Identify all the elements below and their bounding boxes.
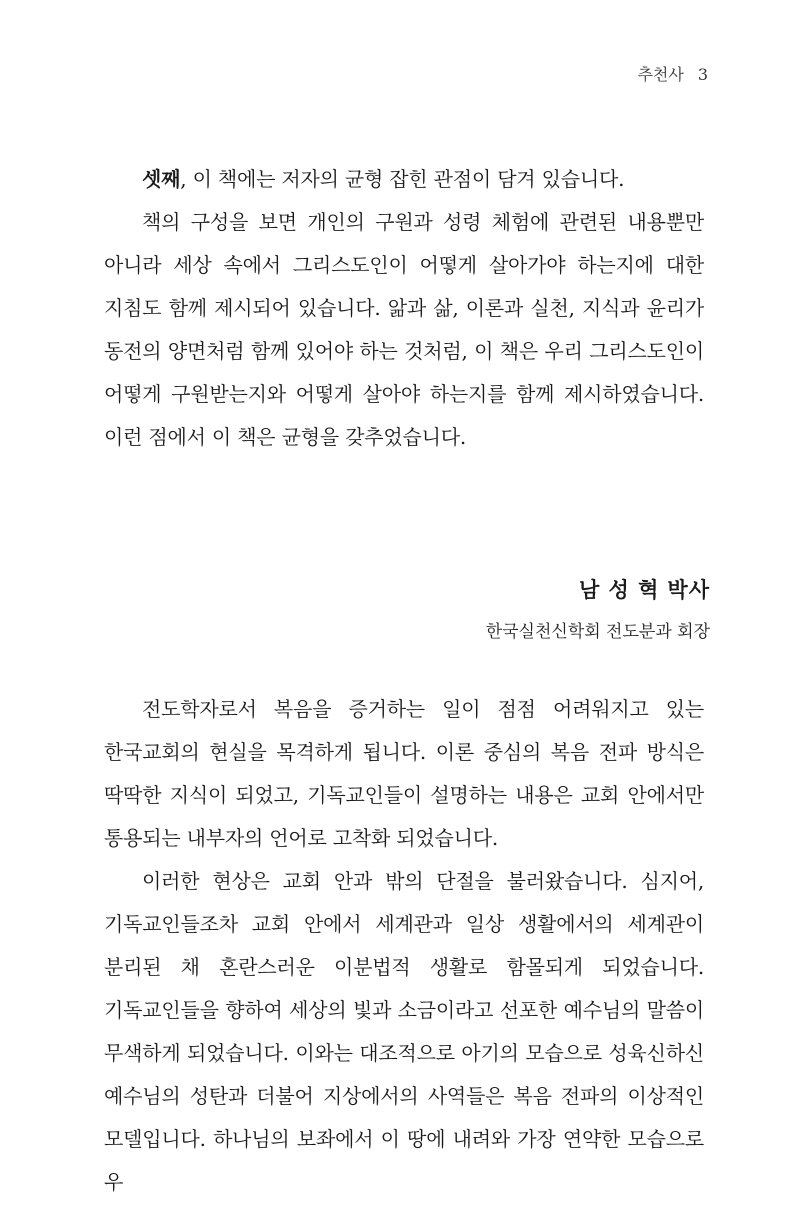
section-title: 추천사 [637,65,684,84]
author-name-text: 남 성 혁 [578,578,660,602]
page-number: 3 [697,65,708,84]
author-affiliation: 한국실천신학회 전도분과 회장 [485,622,710,642]
paragraph-third-point [104,158,704,201]
paragraph-book-structure: 책의 구성을 보면 개인의 구원과 성령 체험에 관련된 내용뿐만 아니라 세상 속에서 그리스도인이 어떻게 살아가야 하는지에 대한 지침도 함께 제시되어 있습니다. 앎과 삶, 이론과 실천, 지식과 윤리가 동전의 양면처럼 함께 있어야 하는 것처럼, 이 책은 우리 그리스도인이 어떻게 구원받는지와 어떻게 살아야 하는지를 함께 제시하였습니다. 이런 점에서 이 책은 균형을 갖추었습니다. [104,210,704,449]
paragraph-evangelism-reality: 전도학자로서 복음을 증거하는 일이 점점 어려워지고 있는 한국교회의 현실을 목격하게 됩니다. 이론 중심의 복음 전파 방식은 딱딱한 지식이 되었고, 기독교인들이 설명하는 내용은 교회 안에서만 통용되는 내부자의 언어로 고착화 되었습니다. [104,697,704,850]
paragraph-church-division: 이러한 현상은 교회 안과 밖의 단절을 불러왔습니다. 심지어, 기독교인들조차 교회 안에서 세계관과 일상 생활에서의 세계관이 분리된 채 혼란스러운 이분법적 생활로 함몰되게 되었습니다. 기독교인들을 향하여 세상의 빛과 소금이라고 선포한 예수님의 말씀이 무색하게 되었습니다. 이와는 대조적으로 아기의 모습으로 성육신하신 예수님의 성탄과 더불어 지상에서의 사역들은 복음 전파의 이상적인 모델입니다. 하나님의 보좌에서 이 땅에 내려와 가장 연약한 모습으로 우 [104,869,704,1194]
author-name [579,574,710,604]
lead-sentence: , 이 책에는 저자의 균형 잡힌 관점이 담겨 있습니다. [180,167,625,191]
author-title: 박사 [667,578,710,602]
lead-bold-word: 셋째 [142,167,181,191]
running-header [637,62,708,85]
